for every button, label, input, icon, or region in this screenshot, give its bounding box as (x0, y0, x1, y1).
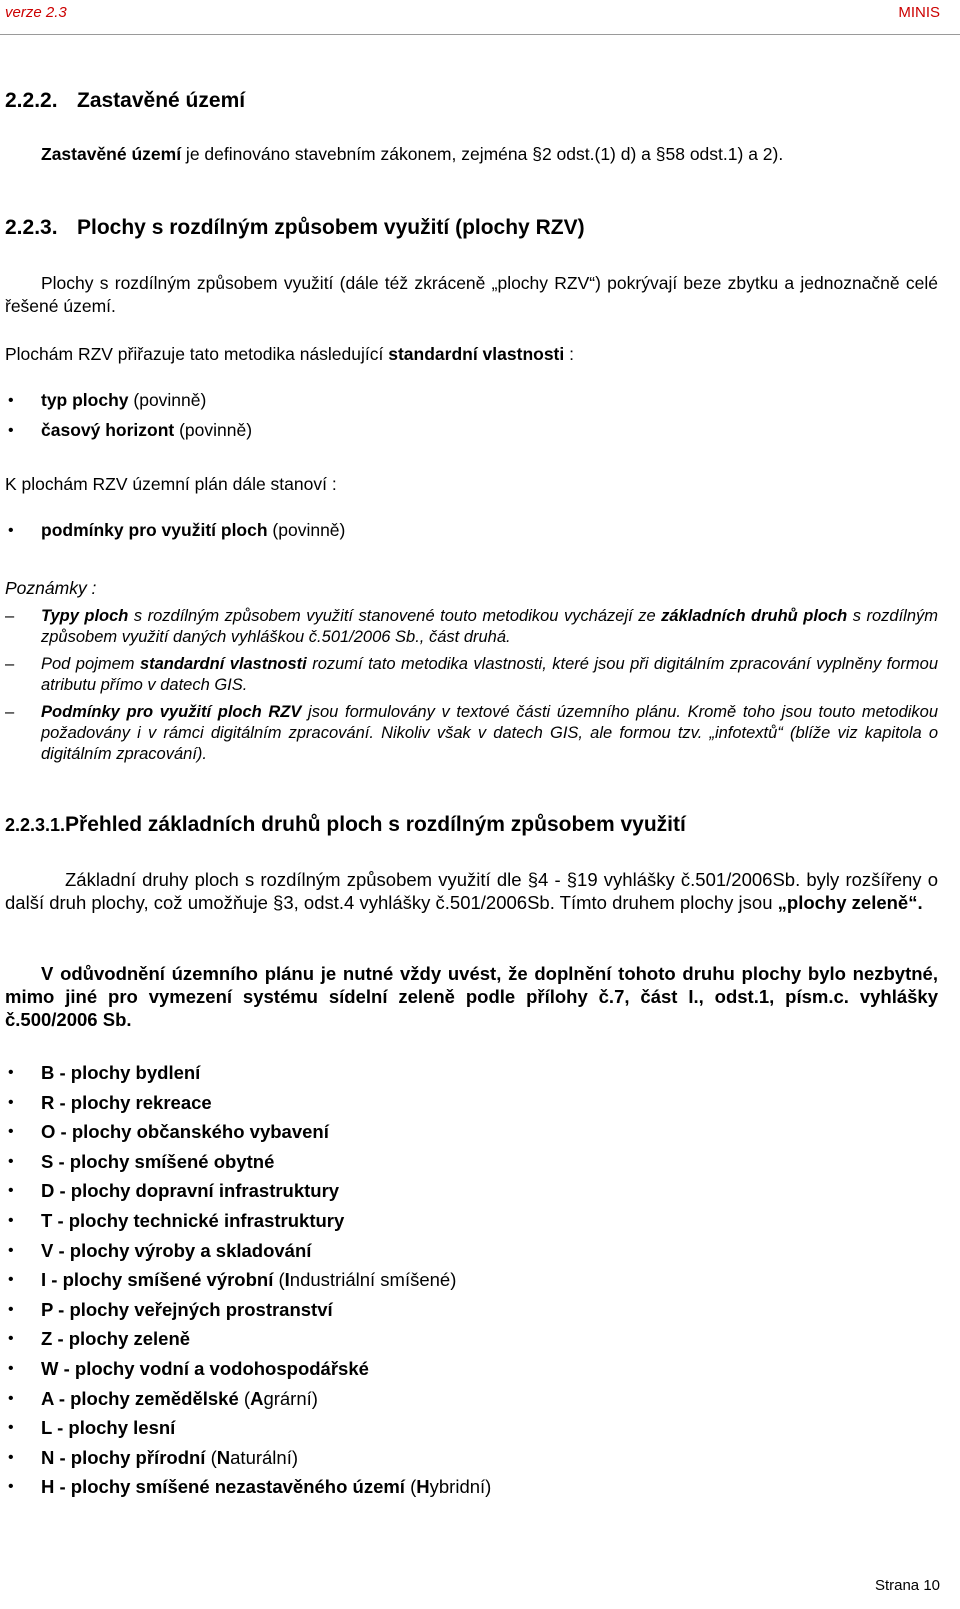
area-type-text: ( (205, 1446, 217, 1468)
dash-icon: – (5, 703, 15, 721)
term-bold: Zastavěné území (41, 144, 182, 164)
plochy-rzv-paragraph: Plochy s rozdílným způsobem využití (dále též zkráceně „plochy RZV“) pokrývají beze zbytku a jednoznačně celé řešené území. (5, 273, 938, 316)
notes-list (5, 606, 938, 765)
area-type-bold: W - plochy vodní a vodohospodářské (41, 1357, 369, 1379)
plan-intro: K plochám RZV územní plán dále stanoví : (5, 474, 337, 494)
bullet-icon: • (8, 1152, 14, 1170)
item-bold: podmínky pro využití ploch (41, 520, 268, 540)
area-type-bold: V - plochy výroby a skladování (41, 1239, 312, 1261)
plan-items-list (5, 519, 345, 542)
area-type-bold: O - plochy občanského vybavení (41, 1121, 329, 1143)
note-bold: Podmínky pro využití ploch RZV (41, 703, 302, 721)
note-item (5, 654, 938, 696)
area-type-item (5, 1416, 491, 1439)
area-type-item (5, 1120, 491, 1143)
bullet-icon: • (8, 1093, 14, 1111)
bullet-icon: • (8, 1359, 14, 1377)
bullet-icon: • (8, 1448, 14, 1466)
area-type-item (5, 1357, 491, 1380)
area-type-bold: D - plochy dopravní infrastruktury (41, 1180, 340, 1202)
paragraph-text: Základní druhy ploch s rozdílným způsobem využití dle §4 - §19 vyhlášky č.501/2006Sb. byly rozšířeny o další druh plochy, což umožňuje §3, odst.4 vyhlášky č.501/2006Sb. Tímto druhem plochy jsou (5, 869, 938, 913)
note-item (5, 606, 938, 648)
bullet-icon: • (8, 1300, 14, 1318)
bullet-icon: • (8, 1330, 14, 1348)
area-type-item (5, 1475, 491, 1498)
area-type-bold: R - plochy rekreace (41, 1091, 212, 1113)
section-heading-2-2-3-1 (5, 813, 938, 837)
standard-properties-intro (5, 343, 938, 366)
area-type-item (5, 1446, 491, 1469)
bullet-icon: • (8, 1241, 14, 1259)
area-type-bold: N - plochy přírodní (41, 1446, 206, 1468)
zastavene-uzemi-paragraph (5, 143, 938, 166)
area-type-bold: A (250, 1387, 264, 1409)
area-type-text: ( (238, 1387, 251, 1409)
section-title: Plochy s rozdílným způsobem využití (plochy RZV) (77, 216, 585, 239)
area-type-bold: H (416, 1476, 430, 1498)
area-type-item (5, 1150, 491, 1173)
bullet-icon: • (8, 1271, 14, 1289)
standard-properties-list (5, 389, 252, 442)
area-types-list (5, 1061, 491, 1505)
justification-paragraph: V odůvodnění územního plánu je nutné vždy uvést, že doplnění tohoto druhu plochy bylo nezbytné, mimo jiné pro vymezení systému sídelní zeleně podle přílohy č.7, část I., odst.1, písm.c. vyhlášky č.500/2006 Sb. (5, 963, 938, 1030)
paragraph-text: : (564, 344, 574, 364)
term-bold: „plochy zeleně“. (777, 892, 923, 913)
bullet-icon: • (8, 1419, 14, 1437)
bullet-icon: • (8, 522, 14, 539)
bullet-icon: • (8, 1064, 14, 1081)
bullet-icon: • (8, 1182, 14, 1200)
area-type-bold: L - plochy lesní (41, 1417, 176, 1439)
note-text: s rozdílným způsobem využití daných vyhláškou č.501/2006 Sb., část druhá. (41, 607, 939, 646)
list-item (5, 419, 252, 442)
note-text: s rozdílným způsobem využití stanovené touto metodikou vycházejí ze (128, 607, 662, 625)
bullet-icon: • (8, 1211, 14, 1229)
paragraph-text: Plochám RZV přiřazuje tato metodika následující (5, 344, 389, 364)
note-text: Pod pojmem (41, 655, 140, 673)
area-type-bold: T - plochy technické infrastruktury (41, 1209, 345, 1231)
area-type-text: ( (404, 1476, 417, 1498)
bullet-icon: • (8, 1123, 14, 1141)
paragraph-text: je definováno stavebním zákonem, zejména §2 odst.(1) d) a §58 odst.1) a 2). (181, 144, 784, 164)
area-type-item (5, 1179, 491, 1202)
area-type-bold: B - plochy bydlení (41, 1062, 201, 1083)
section-number: 2.2.3. (5, 216, 58, 239)
area-type-text: aturální) (230, 1446, 299, 1468)
header-rule (0, 34, 960, 35)
bullet-icon: • (8, 1478, 14, 1496)
list-item (5, 389, 252, 412)
area-type-bold: N (216, 1446, 231, 1468)
item-bold: časový horizont (41, 420, 175, 440)
section-number: 2.2.2. (5, 89, 58, 112)
dash-icon: – (5, 655, 15, 673)
area-type-text: ndustriální smíšené) (289, 1269, 457, 1291)
area-type-item (5, 1268, 491, 1291)
area-type-text: ybridní) (429, 1476, 492, 1498)
note-text: jsou formulovány v textové části územního plánu. Kromě toho jsou touto metodikou požadovány i v rámci digitálním zpracování. Nikoliv však v datech GIS, ale formou tzv. „infotextů“ (blíže viz kapitola o digitálním zpracování). (41, 703, 939, 763)
section-title: Přehled základních druhů ploch s rozdílným způsobem využití (65, 813, 686, 836)
note-text: rozumí tato metodika vlastnosti, které jsou při digitálním zpracování vyplněny formou atributu přímo v datech GIS. (41, 655, 938, 694)
note-bold: standardní vlastnosti (139, 655, 307, 673)
notes-label: Poznámky : (5, 578, 97, 598)
note-item (5, 702, 938, 765)
version-label: verze 2.3 (5, 4, 67, 21)
area-type-bold: I (284, 1269, 290, 1291)
area-type-bold: I - plochy smíšené výrobní (41, 1269, 274, 1291)
area-type-bold: A - plochy zemědělské (41, 1387, 239, 1409)
basic-types-paragraph (5, 868, 938, 914)
area-type-item (5, 1209, 491, 1232)
item-bold: typ plochy (41, 390, 129, 410)
item-text: (povinně) (267, 520, 346, 540)
item-text: (povinně) (174, 420, 253, 440)
area-type-item (5, 1091, 491, 1114)
area-type-text: grární) (263, 1387, 318, 1409)
bullet-icon: • (8, 392, 14, 409)
area-type-item (5, 1387, 491, 1410)
area-type-bold: P - plochy veřejných prostranství (41, 1298, 333, 1320)
note-bold: základních druhů ploch (661, 607, 848, 625)
list-item (5, 519, 345, 542)
page-number: Strana 10 (874, 1577, 940, 1594)
area-type-bold: S - plochy smíšené obytné (41, 1150, 275, 1172)
brand-label: MINIS (898, 4, 940, 21)
area-type-item (5, 1239, 491, 1262)
term-bold: standardní vlastnosti (388, 344, 565, 364)
note-bold: Typy ploch (41, 607, 129, 625)
section-number: 2.2.3.1. (5, 815, 66, 835)
section-title: Zastavěné území (77, 89, 246, 112)
area-type-bold: Z - plochy zeleně (41, 1328, 191, 1350)
area-type-bold: H - plochy smíšené nezastavěného území (41, 1476, 405, 1498)
area-type-item (5, 1298, 491, 1321)
area-type-text: ( (273, 1269, 285, 1291)
item-text: (povinně) (128, 390, 207, 410)
bullet-icon: • (8, 1389, 14, 1407)
area-type-item (5, 1327, 491, 1350)
bullet-icon: • (8, 422, 14, 439)
section-heading-2-2-2 (5, 89, 938, 113)
dash-icon: – (5, 607, 15, 625)
area-type-item (5, 1061, 491, 1084)
section-heading-2-2-3 (5, 216, 938, 240)
